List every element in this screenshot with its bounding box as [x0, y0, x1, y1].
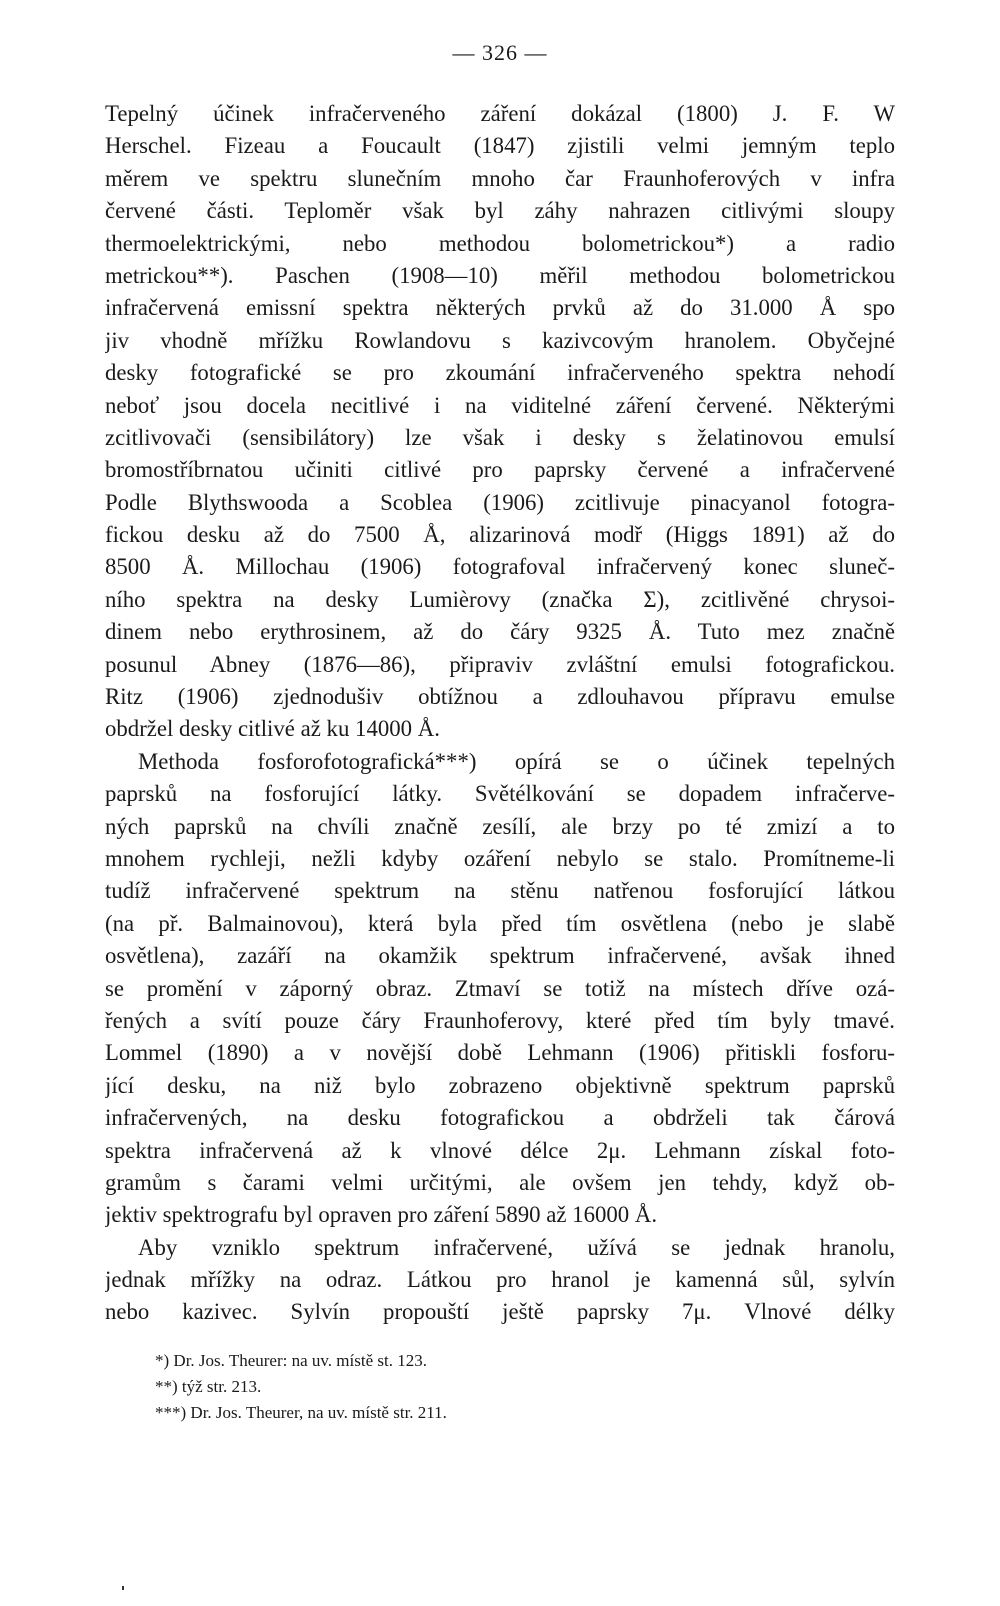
- text-line: metrickou**). Paschen (1908—10) měřil methodou bolometrickou: [105, 262, 895, 288]
- text-line: neboť jsou docela necitlivé i na viditelné záření červené. Některými: [105, 392, 895, 418]
- text-line: Ritz (1906) zjednodušiv obtížnou a zdlouhavou přípravu emulse: [105, 684, 895, 710]
- footnotes: [155, 1348, 715, 1426]
- text-line: nebo kazivec. Sylvín propouští ještě paprsky 7μ. Vlnové délky: [105, 1299, 895, 1325]
- text-line: paprsků na fosforující látky. Světélkování se dopadem infračerve-: [105, 781, 895, 807]
- text-line: fickou desku až do 7500 Å, alizarinová modř (Higgs 1891) až do: [105, 522, 895, 548]
- text-line: (na př. Balmainovou), která byla před tím osvětlena (nebo je slabě: [105, 910, 895, 936]
- text-line: Podle Blythswooda a Scoblea (1906) zcitlivuje pinacyanol fotogra-: [105, 489, 895, 515]
- text-line: Herschel. Fizeau a Foucault (1847) zjistili velmi jemným teplo: [105, 133, 895, 159]
- text-line: bromostříbrnatou učiniti citlivé pro paprsky červené a infračervené: [105, 457, 895, 483]
- body-text: [105, 98, 895, 1329]
- text-line: jednak mřížky na odraz. Látkou pro hranol je kamenná sůl, sylvín: [105, 1267, 895, 1293]
- text-line: červené části. Teploměr však byl záhy nahrazen citlivými sloupy: [105, 198, 895, 224]
- text-line: zcitlivovači (sensibilátory) lze však i desky s želatinovou emulsí: [105, 424, 895, 450]
- text-line: se promění v záporný obraz. Ztmaví se totiž na místech dříve ozá-: [105, 975, 895, 1001]
- text-line: ního spektra na desky Lumièrovy (značka Σ), zcitlivěné chrysoi-: [105, 586, 895, 612]
- text-line: měrem ve spektru slunečním mnoho čar Fraunhoferových v infra: [105, 165, 895, 191]
- text-line: tudíž infračervené spektrum na stěnu natřenou fosforující látkou: [105, 878, 895, 904]
- footnote: **) týž str. 213.: [155, 1377, 262, 1396]
- text-line: jektiv spektrografu byl opraven pro záření 5890 až 16000 Å.: [105, 1202, 658, 1228]
- text-line: Lommel (1890) a v novější době Lehmann (1906) přitiskli fosforu-: [105, 1040, 895, 1066]
- text-line: osvětlena), zazáří na okamžik spektrum infračervené, avšak ihned: [105, 943, 895, 969]
- print-speck: [122, 1586, 124, 1590]
- text-line: dinem nebo erythrosinem, až do čáry 9325 Å. Tuto mez značně: [105, 619, 895, 645]
- text-line: jící desku, na niž bylo zobrazeno objektivně spektrum paprsků: [105, 1072, 895, 1098]
- text-line: řených a svítí pouze čáry Fraunhoferovy, které před tím byly tmavé.: [105, 1007, 895, 1033]
- text-line: Tepelný účinek infračerveného záření dokázal (1800) J. F. W: [105, 101, 895, 126]
- text-line: infračervených, na desku fotografickou a obdrželi tak čárová: [105, 1105, 895, 1131]
- text-line: thermoelektrickými, nebo methodou bolometrickou*) a radio: [105, 230, 895, 256]
- text-line: desky fotografické se pro zkoumání infračerveného spektra nehodí: [105, 360, 895, 386]
- text-line: Methoda fosforofotografická***) opírá se o účinek tepelných: [138, 748, 895, 774]
- text-line: ných paprsků na chvíli značně zesílí, ale brzy po té zmizí a to: [105, 813, 895, 839]
- text-line: spektra infračervená až k vlnové délce 2μ. Lehmann získal foto-: [105, 1137, 895, 1163]
- text-line: obdržel desky citlivé až ku 14000 Å.: [105, 716, 440, 742]
- text-line: Aby vzniklo spektrum infračervené, užívá se jednak hranolu,: [138, 1234, 895, 1260]
- footnote: *) Dr. Jos. Theurer: na uv. místě st. 123.: [155, 1351, 427, 1370]
- text-line: posunul Abney (1876—86), připraviv zvláštní emulsi fotografickou.: [105, 651, 895, 677]
- text-line: gramům s čarami velmi určitými, ale ovšem jen tehdy, když ob-: [105, 1169, 895, 1195]
- text-line: infračervená emissní spektra některých prvků až do 31.000 Å spo: [105, 295, 895, 321]
- text-line: 8500 Å. Millochau (1906) fotografoval infračervený konec sluneč-: [105, 554, 895, 580]
- footnote: ***) Dr. Jos. Theurer, na uv. místě str. 211.: [155, 1403, 447, 1422]
- page-number: — 326 —: [452, 40, 548, 65]
- text-line: mnohem rychleji, nežli kdyby ozáření nebylo se stalo. Promítneme-li: [105, 845, 895, 871]
- text-line: jiv vhodně mřížku Rowlandovu s kazivcovým hranolem. Obyčejné: [105, 327, 895, 353]
